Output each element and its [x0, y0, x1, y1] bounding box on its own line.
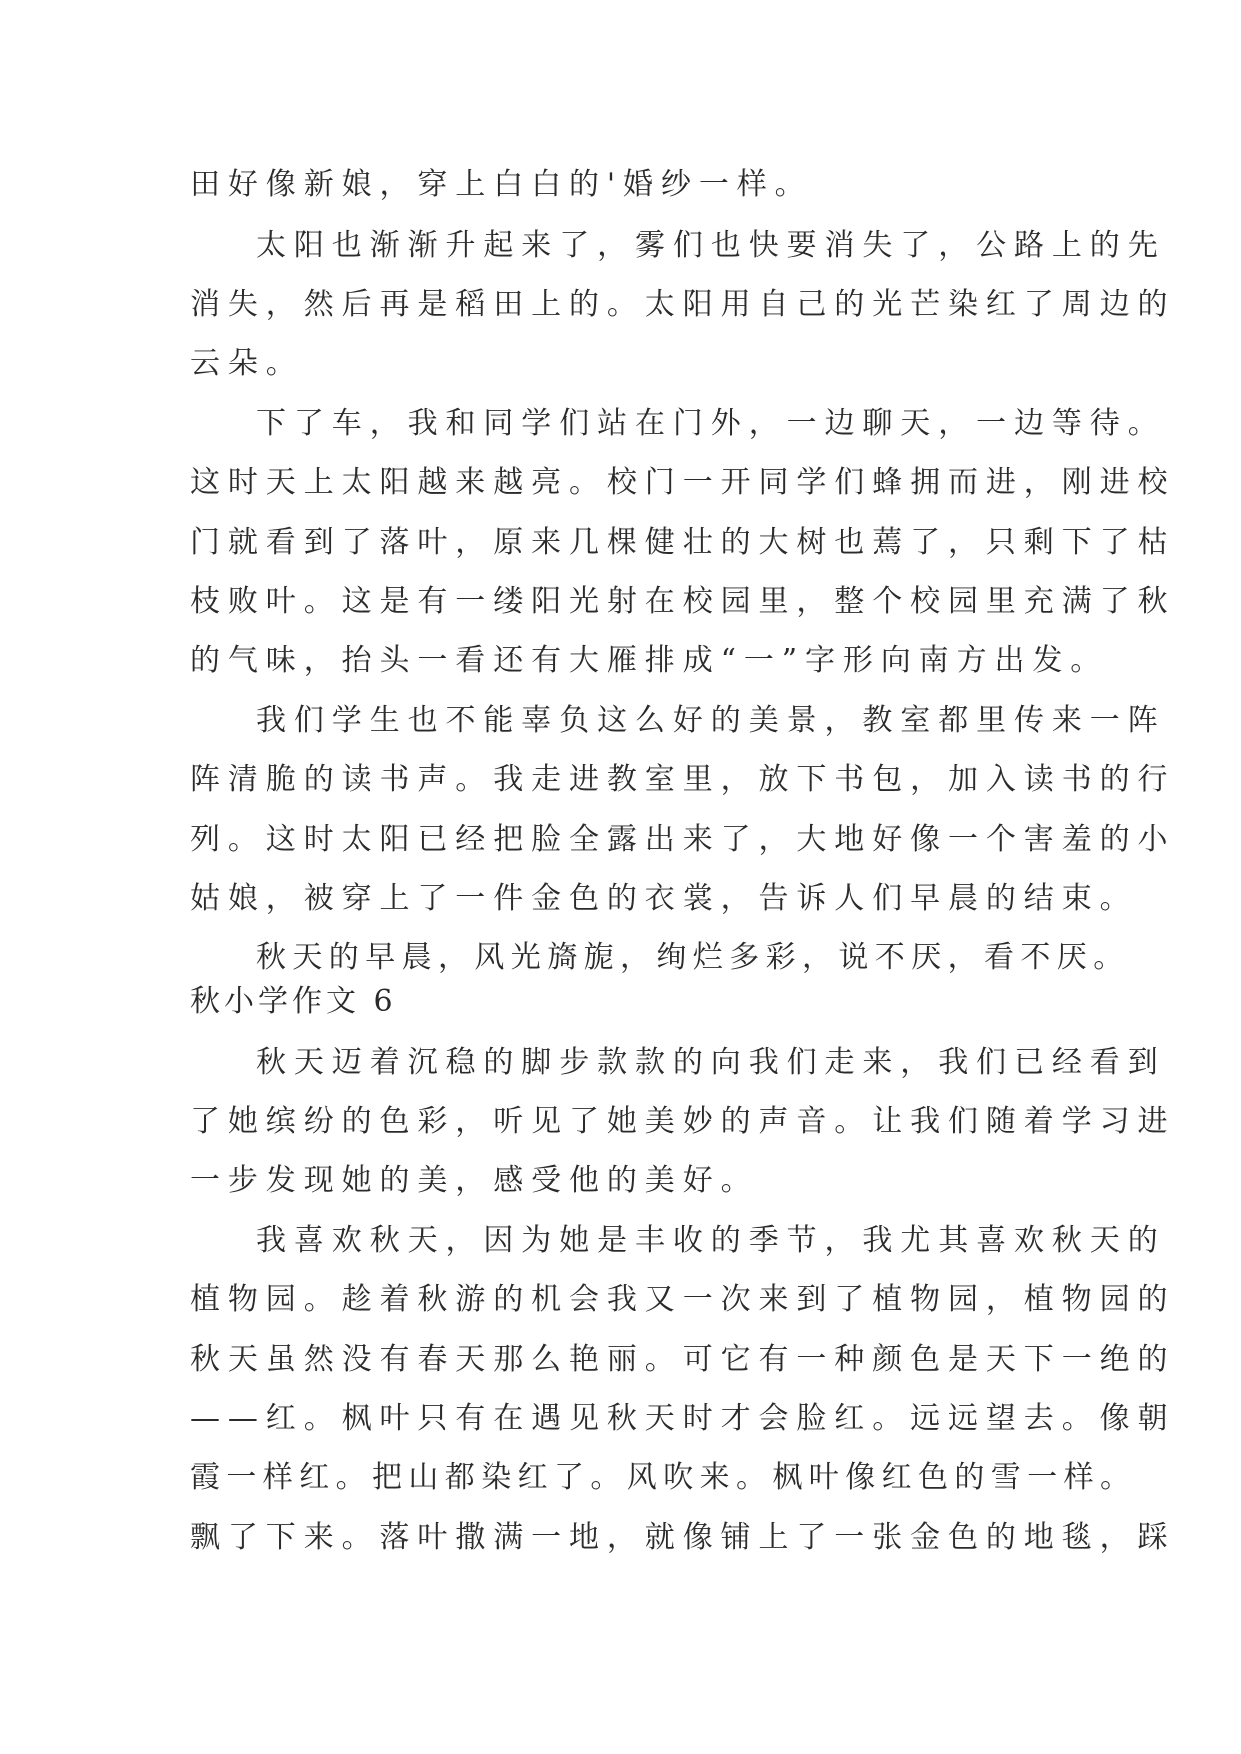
text-line: 枝败叶。这是有一缕阳光射在校园里，整个校园里充满了秋: [190, 584, 1176, 619]
text-line: 阵清脆的读书声。我走进教室里，放下书包，加入读书的行: [190, 762, 1176, 797]
text-line: ——红。枫叶只有在遇见秋天时才会脸红。远远望去。像朝: [190, 1401, 1176, 1436]
text-line: 消失，然后再是稻田上的。太阳用自己的光芒染红了周边的: [190, 287, 1176, 322]
text-line: 门就看到了落叶，原来几棵健壮的大树也蔫了，只剩下了枯: [190, 525, 1176, 560]
paragraph-first-line: 秋天迈着沉稳的脚步款款的向我们走来，我们已经看到: [256, 1045, 1166, 1080]
text-line: 这时天上太阳越来越亮。校门一开同学们蜂拥而进，刚进校: [190, 465, 1176, 500]
text-line: 的气味，抬头一看还有大雁排成“一”字形向南方出发。: [190, 643, 1109, 678]
text-line: 秋天虽然没有春天那么艳丽。可它有一种颜色是天下一绝的: [190, 1342, 1176, 1377]
paragraph-first-line: 秋天的早晨，风光旖旎，绚烂多彩，说不厌，看不厌。: [256, 940, 1130, 975]
paragraph-first-line: 太阳也渐渐升起来了，雾们也快要消失了，公路上的先: [256, 228, 1166, 263]
text-line: 田好像新娘，穿上白白的'婚纱一样。: [190, 167, 813, 202]
paragraph-first-line: 我们学生也不能辜负这么好的美景，教室都里传来一阵: [256, 703, 1166, 738]
section-heading: 秋小学作文 6: [190, 984, 397, 1019]
text-line: 云朵。: [190, 346, 304, 381]
text-line: 姑娘，被穿上了一件金色的衣裳，告诉人们早晨的结束。: [190, 881, 1138, 916]
text-line: 飘了下来。落叶撒满一地，就像铺上了一张金色的地毯，踩: [190, 1520, 1176, 1555]
text-line: 一步发现她的美，感受他的美好。: [190, 1163, 759, 1198]
paragraph-first-line: 我喜欢秋天，因为她是丰收的季节，我尤其喜欢秋天的: [256, 1223, 1166, 1258]
text-line: 列。这时太阳已经把脸全露出来了，大地好像一个害羞的小: [190, 822, 1176, 857]
text-line: 霞一样红。把山都染红了。风吹来。枫叶像红色的雪一样。: [190, 1460, 1137, 1495]
text-line: 植物园。趁着秋游的机会我又一次来到了植物园，植物园的: [190, 1282, 1176, 1317]
paragraph-first-line: 下了车，我和同学们站在门外，一边聊天，一边等待。: [256, 406, 1166, 441]
text-line: 了她缤纷的色彩，听见了她美妙的声音。让我们随着学习进: [190, 1104, 1176, 1139]
